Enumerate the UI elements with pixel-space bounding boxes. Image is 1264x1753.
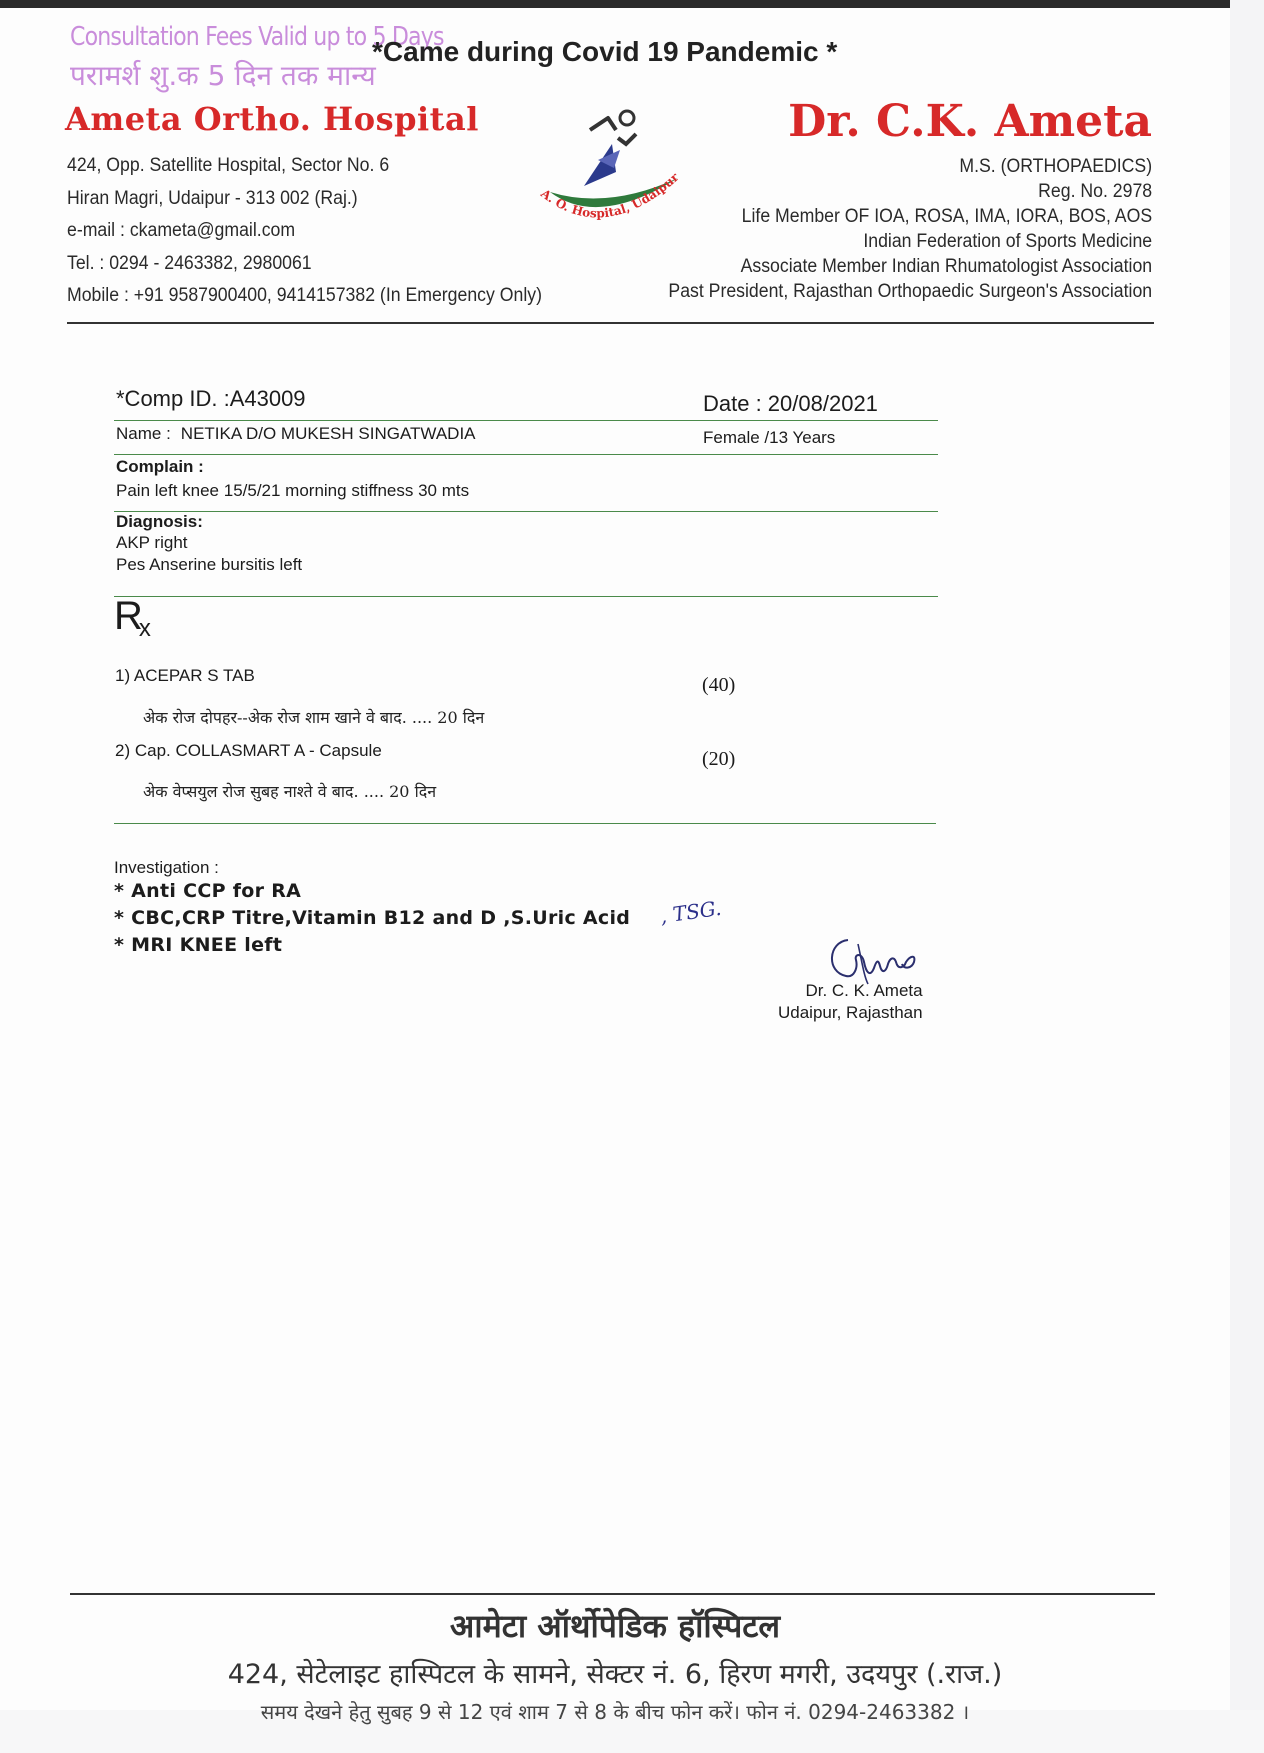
footer-hospital-name: आमेटा ऑर्थोपेडिक हॉस्पिटल: [449, 1607, 781, 1645]
signatory-block: [778, 980, 923, 1024]
hospital-name: Ameta Ortho. Hospital: [65, 100, 479, 138]
registration: Reg. No. 2978: [1038, 181, 1152, 202]
divider: [114, 511, 938, 512]
signatory-place: Udaipur, Rajasthan: [778, 1003, 923, 1022]
degree: M.S. (ORTHOPAEDICS): [959, 156, 1152, 177]
stamp-line-english: Consultation Fees Valid up to 5 Days: [70, 22, 444, 52]
rx-symbol: [114, 594, 155, 645]
diagnosis-line-1: AKP right: [116, 533, 188, 552]
medicine-2-name: 2) Cap. COLLASMART A - Capsule: [115, 741, 382, 760]
medicine-1-instructions: अेक रोज दोपहर--अेक रोज शाम खाने वे बाद. .... 20 दिन: [143, 708, 485, 727]
patient-name: NETIKA D/O MUKESH SINGATWADIA: [180, 424, 476, 443]
footer-divider: [70, 1593, 1155, 1595]
doctor-qualifications: [668, 154, 1152, 304]
mobile: Mobile : +91 9587900400, 9414157382 (In Emergency Only): [67, 285, 542, 306]
handwritten-note: , TSG.: [658, 895, 723, 929]
divider: [114, 596, 938, 597]
patient-name-label: Name :: [116, 424, 171, 443]
telephone: Tel. : 0294 - 2463382, 2980061: [67, 252, 312, 274]
logo-text: A. O. Hospital, Udaipur: [538, 170, 682, 221]
rx-symbol-sub: x: [138, 615, 151, 642]
patient-gender-age: Female /13 Years: [703, 428, 836, 447]
stamp-line-hindi: परामर्श शु.क 5 दिन तक मान्य: [70, 59, 376, 92]
complain-label: Complain :: [116, 457, 204, 476]
hospital-logo-icon: [528, 100, 698, 240]
complain-text: Pain left knee 15/5/21 morning stiffness 30 mts: [116, 481, 470, 500]
covid-notice: *Came during Covid 19 Pandemic *: [372, 36, 838, 67]
membership-1: Life Member OF IOA, ROSA, IMA, IORA, BOS, AOS: [741, 206, 1152, 227]
scan-edge-top: [0, 0, 1264, 8]
diagnosis-label: Diagnosis:: [116, 512, 203, 531]
membership-4: Past President, Rajasthan Orthopaedic Surgeon's Association: [668, 281, 1152, 302]
visit-date: Date : 20/08/2021: [703, 391, 878, 416]
address-line-2: Hiran Magri, Udaipur - 313 002 (Raj.): [67, 187, 358, 209]
divider: [114, 420, 938, 421]
investigation-item: * MRI KNEE left: [114, 934, 283, 956]
medicine-1-name: 1) ACEPAR S TAB: [115, 666, 255, 685]
email: e-mail : ckameta@gmail.com: [67, 220, 296, 241]
divider: [114, 823, 936, 824]
hospital-contact-block: [67, 150, 542, 313]
medicine-1-qty: (40): [702, 674, 736, 696]
signatory-name: Dr. C. K. Ameta: [805, 981, 923, 1000]
address-line-1: 424, Opp. Satellite Hospital, Sector No. 6: [67, 155, 390, 176]
footer-timings: समय देखने हेतु सुबह 9 से 12 एवं शाम 7 से 8 के बीच फोन करें। फोन नं. 0294-2463382 ।: [260, 1700, 970, 1724]
investigation-label: Investigation :: [114, 858, 219, 877]
footer-address: 424, सेटेलाइट हास्पिटल के सामने, सेक्टर नं. 6, हिरण मगरी, उदयपुर (.राज.): [227, 1659, 1003, 1690]
diagnosis-line-2: Pes Anserine bursitis left: [116, 555, 303, 574]
divider: [114, 454, 938, 455]
membership-2: Indian Federation of Sports Medicine: [863, 231, 1152, 252]
medicine-2-qty: (20): [702, 748, 736, 770]
scan-edge-right: [1230, 0, 1264, 1710]
header-divider: [67, 322, 1154, 324]
comp-id: *Comp ID. :A43009: [116, 386, 306, 411]
membership-3: Associate Member Indian Rhumatologist Association: [740, 256, 1152, 277]
rx-symbol-letter: R: [114, 594, 143, 638]
doctor-name: Dr. C.K. Ameta: [788, 96, 1152, 147]
investigation-item: * CBC,CRP Titre,Vitamin B12 and D ,S.Uric Acid: [114, 907, 631, 929]
patient-name-row: [116, 424, 476, 444]
investigation-item: * Anti CCP for RA: [114, 880, 302, 902]
medicine-2-instructions: अेक वेप्सयुल रोज सुबह नाश्ते वे बाद. .... 20 दिन: [143, 782, 437, 801]
svg-text:A. O. Hospital, Udaipur: [537, 170, 681, 221]
